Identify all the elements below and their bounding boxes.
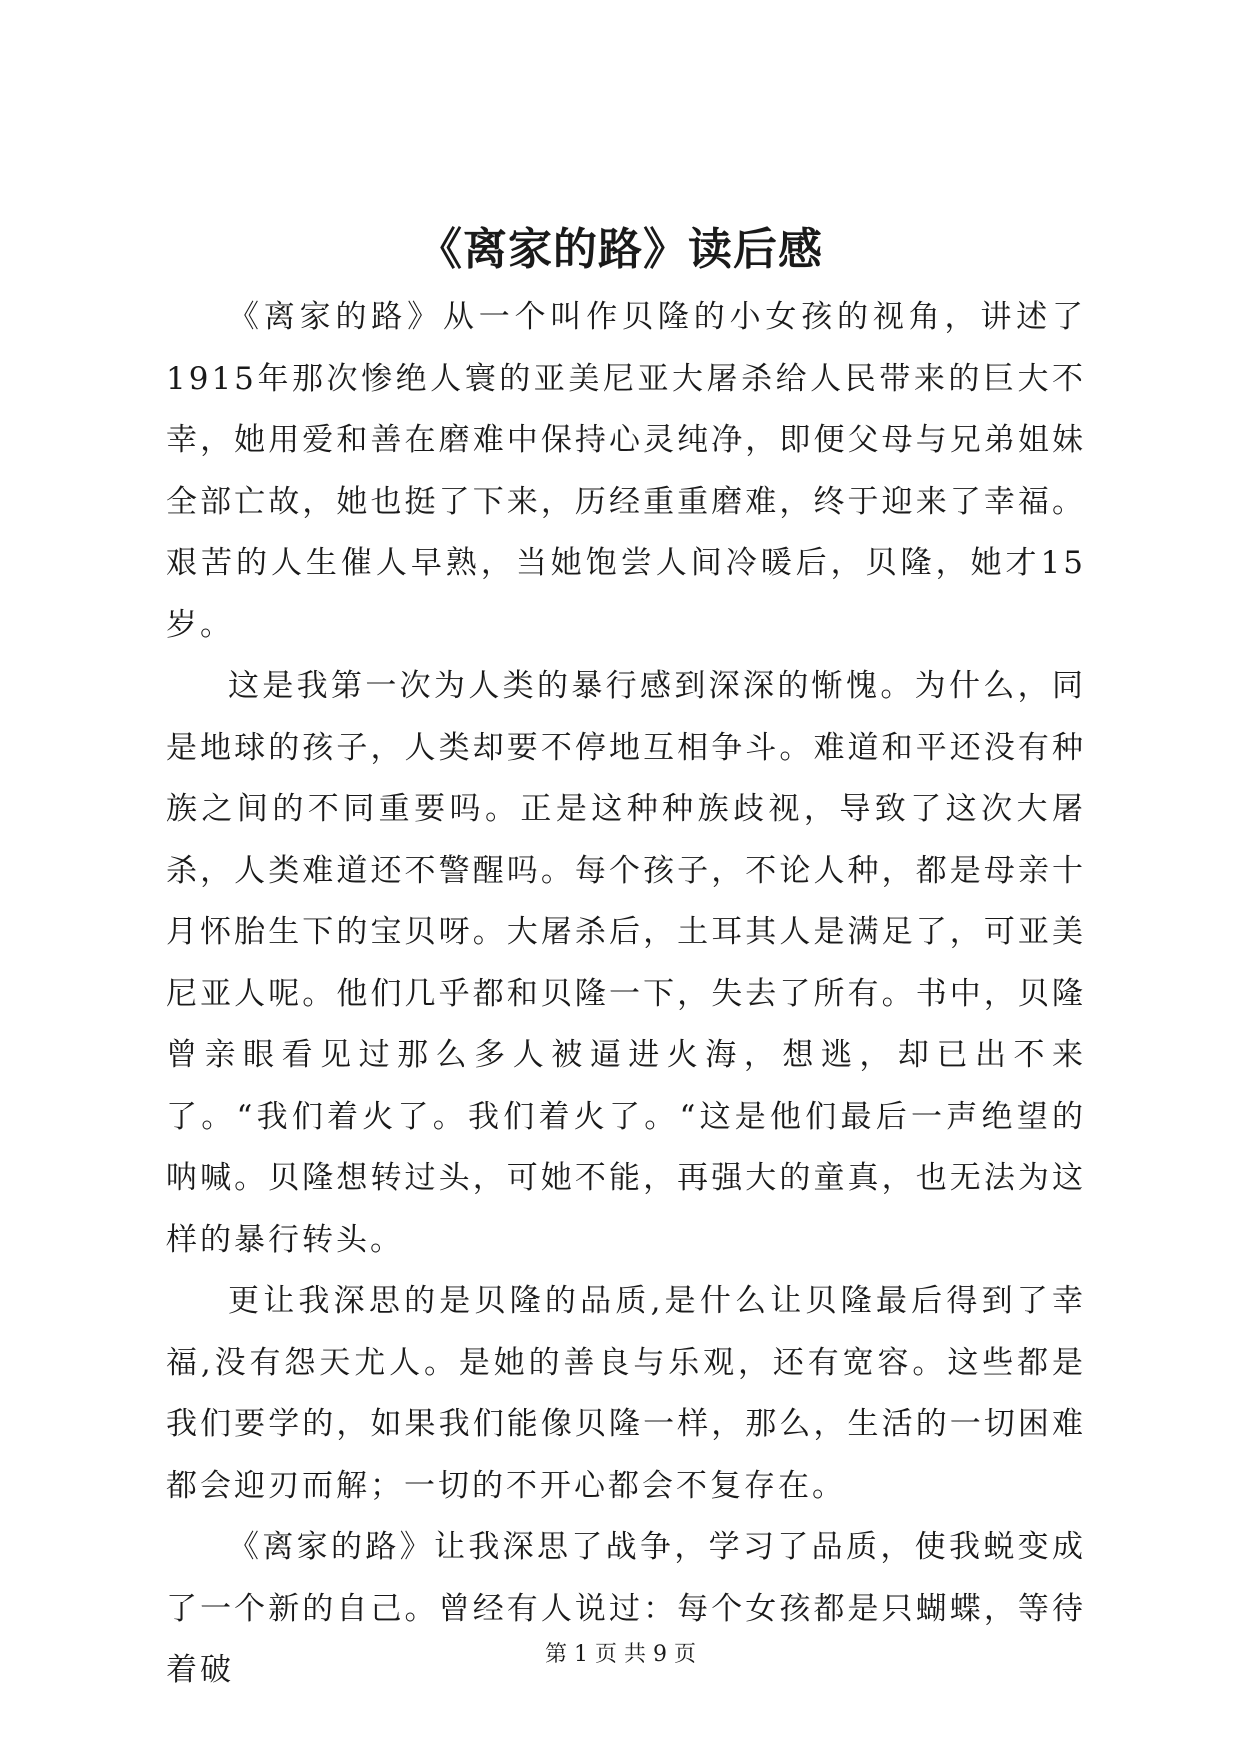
page-number-footer: 第 1 页 共 9 页 xyxy=(545,1642,696,1667)
document-body xyxy=(166,287,1086,1702)
paragraph-2: 这是我第一次为人类的暴行感到深深的惭愧。为什么，同是地球的孩子，人类却要不停地互相争斗。难道和平还没有种族之间的不同重要吗。正是这种种族歧视，导致了这次大屠杀，人类难道还不警醒吗。每个孩子，不论人种，都是母亲十月怀胎生下的宝贝呀。大屠杀后，土耳其人是满足了，可亚美尼亚人呢。他们几乎都和贝隆一下，失去了所有。书中，贝隆曾亲眼看见过那么多人被逼进火海，想逃，却已出不来了。“我们着火了。我们着火了。“这是他们最后一声绝望的呐喊。贝隆想转过头，可她不能，再强大的童真，也无法为这样的暴行转头。 xyxy=(166,668,1086,1258)
paragraph-3: 更让我深思的是贝隆的品质,是什么让贝隆最后得到了幸福,没有怨天尤人。是她的善良与乐观，还有宽容。这些都是我们要学的，如果我们能像贝隆一样，那么，生活的一切困难都会迎刃而解；一切的不开心都会不复存在。 xyxy=(166,1283,1086,1504)
paragraph-1: 《离家的路》从一个叫作贝隆的小女孩的视角，讲述了1915年那次惨绝人寰的亚美尼亚大屠杀给人民带来的巨大不幸，她用爱和善在磨难中保持心灵纯净，即便父母与兄弟姐妹全部亡故，她也挺了下来，历经重重磨难，终于迎来了幸福。艰苦的人生催人早熟，当她饱尝人间冷暖后，贝隆，她才15岁。 xyxy=(166,299,1086,643)
document-title: 《离家的路》读后感 xyxy=(418,224,823,275)
paragraph-4: 《离家的路》让我深思了战争，学习了品质，使我蜕变成了一个新的自己。曾经有人说过：每个女孩都是只蝴蝶，等待着破 xyxy=(166,1529,1086,1688)
